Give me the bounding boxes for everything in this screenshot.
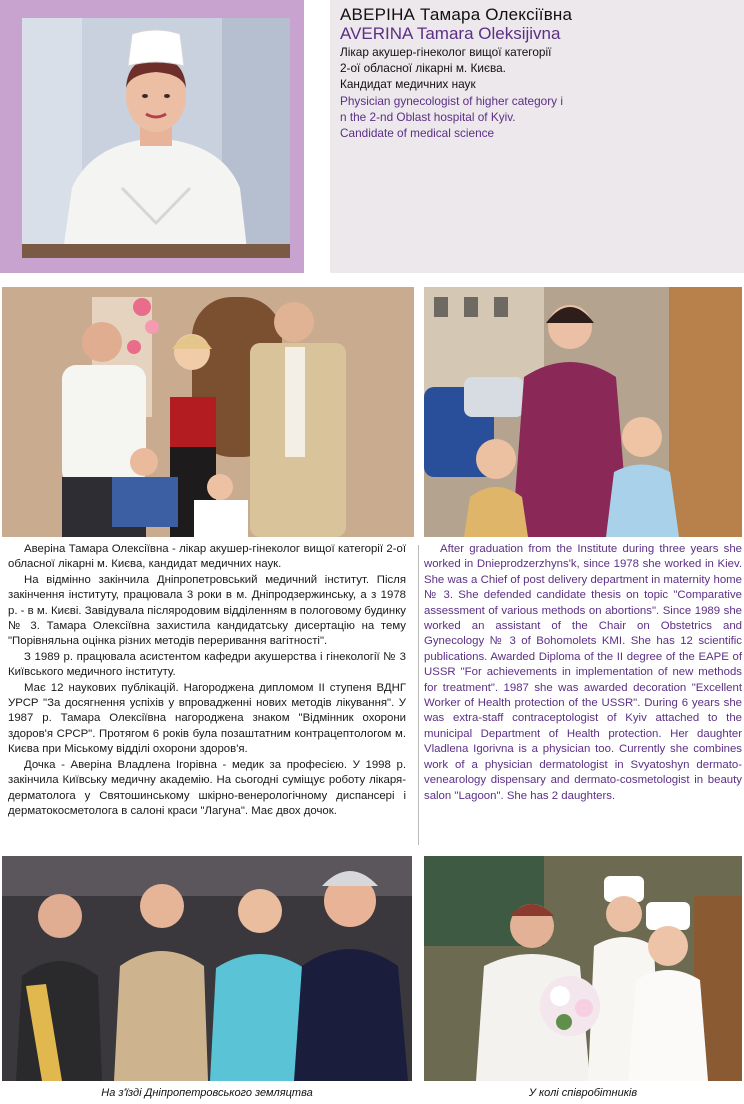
column-divider — [418, 545, 419, 845]
colleagues-illustration — [424, 856, 742, 1081]
uk-paragraph: Аверіна Тамара Олексіївна - лікар акушер-гінеколог вищої категорії 2-ої обласної лікарні м. Києва, кандидат медичних наук. — [8, 543, 406, 571]
name-english: AVERINA Tamara Oleksijivna — [340, 24, 561, 43]
en-paragraph: After graduation from the Institute during three years she worked in Dnieprodzerzhyns'k, since 1978 she worked in Kiev. She was a Chief of post delivery department in maternity home № 3. She defended candidate thesis on topic "Comparative assessment of various methods on abortions". Since 1989 she worked an assistant of the Chair on Obstetrics and Gynecology № 3 of Bohomolets KMI. She has 12 scientific publications. Awarded Diploma of the II degree of the EAPE of USSR "For achievements in implementation of new methods for treatment". 1987 she was awarded decoration "Excellent Worker of Health protection of the USSR". During 6 years she was extra-staff contraceptologist of Kyiv attached to the municipal Department of Health protection. Her daughter Vladlena Igorivna is a physician too. Currently she combines work of a physician dermatologist in Svyatoshyn dermato-venearology dispensary and dermato-cosmetologist in beauty salon "Lagoon". She has 2 daughters. — [424, 543, 742, 802]
en-credential-line: n the 2-nd Oblast hospital of Kyiv. — [340, 110, 516, 124]
en-credential-line: Candidate of medical science — [340, 126, 495, 140]
family-illustration — [2, 287, 414, 537]
en-credential-line: Physician gynecologist of higher category i — [340, 94, 563, 108]
reunion-photo — [2, 856, 412, 1081]
uk-paragraph: З 1989 р. працювала асистентом кафедри акушерства і гінекології № 3 Київського медичного інституту. — [8, 650, 406, 679]
english-biography — [424, 542, 742, 804]
family-photo — [2, 287, 414, 537]
portrait-illustration — [22, 18, 290, 258]
portrait-photo — [22, 18, 290, 258]
uk-paragraph: На відмінно закінчила Дніпропетровський медичний інститут. Після закінчення інституту, працювала 3 роки в м. Дніпродзержинську, а з 1978 р. - в м. Києві. Завідувала післяродовим відділенням в пологовому будинку № 3. Тамара Олексіївна захистила кандидатську дисертацію на тему "Порівняльна оцінка різних методів переривання вагітності". — [8, 573, 407, 648]
reunion-illustration — [2, 856, 412, 1081]
ukrainian-biography — [8, 542, 406, 819]
uk-paragraph: Має 12 наукових публікацій. Нагороджена дипломом II ступеня ВДНГ УРСР "За досягнення успіхів у впровадженні нових методів лікування". У 1987 р. Тамара Олексіївна нагороджена знаком "Відмінник охорони здоров'я СРСР". Протягом 6 років була позаштатним контрацептологом м. Києва при Міському відділі охорони здоров'я. — [8, 681, 406, 756]
uk-credential-line: Лікар акушер-гінеколог вищої категорії — [340, 45, 552, 59]
caption-reunion: На з'їзді Дніпропетровського земляцтва — [101, 1087, 313, 1099]
name-ukrainian: АВЕРІНА Тамара Олексіївна — [340, 5, 573, 24]
uk-credential-line: Кандидат медичних наук — [340, 77, 476, 91]
street-illustration — [424, 287, 742, 537]
uk-credential-line: 2-ої обласної лікарні м. Києва. — [340, 61, 506, 75]
uk-paragraph: Дочка - Аверіна Владлена Ігорівна - медик за професією. У 1998 р. закінчила Київську медичну академію. На сьогодні суміщує роботу лікаря-дерматолога у Святошинському шкірно-венерологічному диспансері і дерматокосметолога в салоні краси "Лагуна". Має двох дочок. — [8, 758, 406, 817]
street-photo — [424, 287, 742, 537]
colleagues-photo — [424, 856, 742, 1081]
caption-colleagues: У колі співробітників — [528, 1087, 638, 1099]
